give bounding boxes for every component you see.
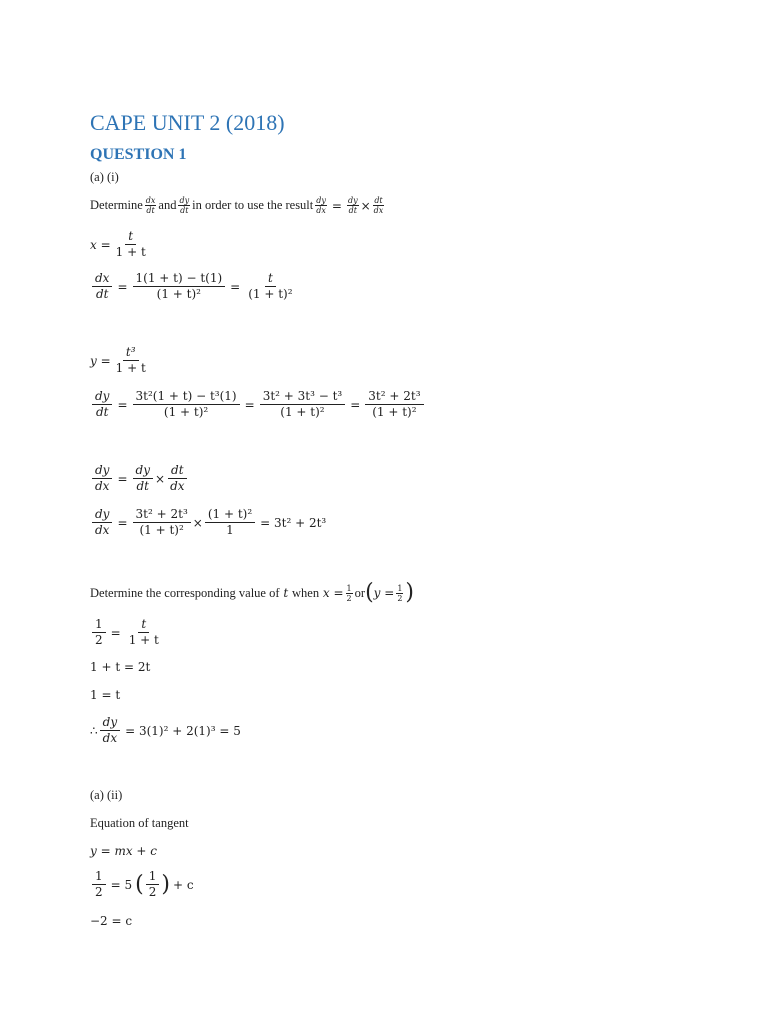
part-label-a-i: (a) (i) [90,170,119,184]
equation-1-plus-t: 1 + t = 2t [90,660,151,674]
fraction-dxdt-step2: $\frac{t}{\text{(1 + t)²}}$ [248,271,293,301]
fraction-dydt-step2: $\frac{\text{3t² + 3t³ − t³}}{\text{(1 + t)²}}$ [260,390,346,419]
determine-line: Determine $\frac{dx}{dt}$ and $\frac{dy}{dt}$ in order to use the result $\frac{dy}{dx}$ = $\frac{dy}{dt}$ × $\frac{dt}{dx}$ [90,196,384,215]
page-title: CAPE UNIT 2 (2018) [90,110,285,135]
fraction-dy-dt: $\frac{dy}{dt}$ [179,196,190,215]
tangent-heading: Equation of tangent [90,816,189,830]
fraction-dx-dt: $\frac{dx}{dt}$ [145,196,156,215]
equation-dydt: $\frac{dy}{dt}$ = $\frac{\text{3t²(1 + t) − t³(1)}}{\text{(1 + t)²}}$ = $\frac{\text{3t² + 3t³ − t³}}{\text{(1 + t)²}}$ = $\frac{\text{3t² + 2t³}}{\text{(1 + t)²}}$ [90,390,426,419]
fraction-dx-dt: $\frac{dx}{dt}$ [92,272,112,301]
corresponding-value-line: Determine the corresponding value of t when x = $\frac{1}{2}$ or ( y = $\frac{1}{2}$ ) [90,580,414,605]
equation-chain-result: $\frac{dy}{dx}$ = $\frac{\text{3t² + 2t³}}{\text{(1 + t)²}}$ × $\frac{\text{(1 + t)²}}{1}$ = 3t² + 2t³ [90,508,329,537]
equation-c-value: −2 = c [90,914,133,928]
equation-line: y = mx + c [90,844,158,858]
equation-1-equals-t: 1 = t [90,688,121,702]
equation-dxdt: $\frac{dx}{dt}$ = $\frac{1(1 + t) - t(1)}{\text{(1 + t)²}}$ = $\frac{t}{\text{(1 + t)²}}$ [90,272,298,301]
question-heading: QUESTION 1 [90,146,187,163]
determine-tail: in order to use the result [192,198,314,212]
equation-substitution: $\frac{1}{2}$ = 5 ( $\frac{1}{2}$ ) + c [90,870,197,899]
equation-y: y = $\frac{\text{t³}}{1 + t}$ [90,346,151,375]
fraction-dxdt-step1: $\frac{1(1 + t) - t(1)}{\text{(1 + t)²}}$ [133,272,226,301]
fraction-dy-dx: $\frac{dy}{dx}$ [316,196,326,215]
part-label-a-ii: (a) (ii) [90,788,123,802]
fraction-y: $\frac{\text{t³}}{1 + t}$ [115,345,146,375]
fraction-dy-dt: $\frac{dy}{dt}$ [347,196,358,215]
equation-dydx-value: ∴ $\frac{dy}{dx}$ = 3(1)² + 2(1)³ = 5 [90,715,241,745]
determine-and: and [158,198,177,212]
determine-intro: Determine [90,198,143,212]
fraction-dydt-step3: $\frac{\text{3t² + 2t³}}{\text{(1 + t)²}}$ [365,390,423,419]
equation-chain-rule: $\frac{dy}{dx}$ = $\frac{dy}{dt}$ × $\frac{dt}{dx}$ [90,464,190,493]
fraction-dydt-step1: $\frac{\text{3t²(1 + t) − t³(1)}}{\text{(1 + t)²}}$ [133,390,240,419]
equation-half: $\frac{1}{2}$ = $\frac{t}{1 + t}$ [90,618,164,647]
equation-x: x = $\frac{t}{1 + t}$ [90,230,151,259]
fraction-dt-dx: $\frac{dt}{dx}$ [373,196,384,215]
fraction-dy-dt: $\frac{dy}{dt}$ [92,390,112,419]
fraction-x: $\frac{t}{1 + t}$ [115,229,146,259]
